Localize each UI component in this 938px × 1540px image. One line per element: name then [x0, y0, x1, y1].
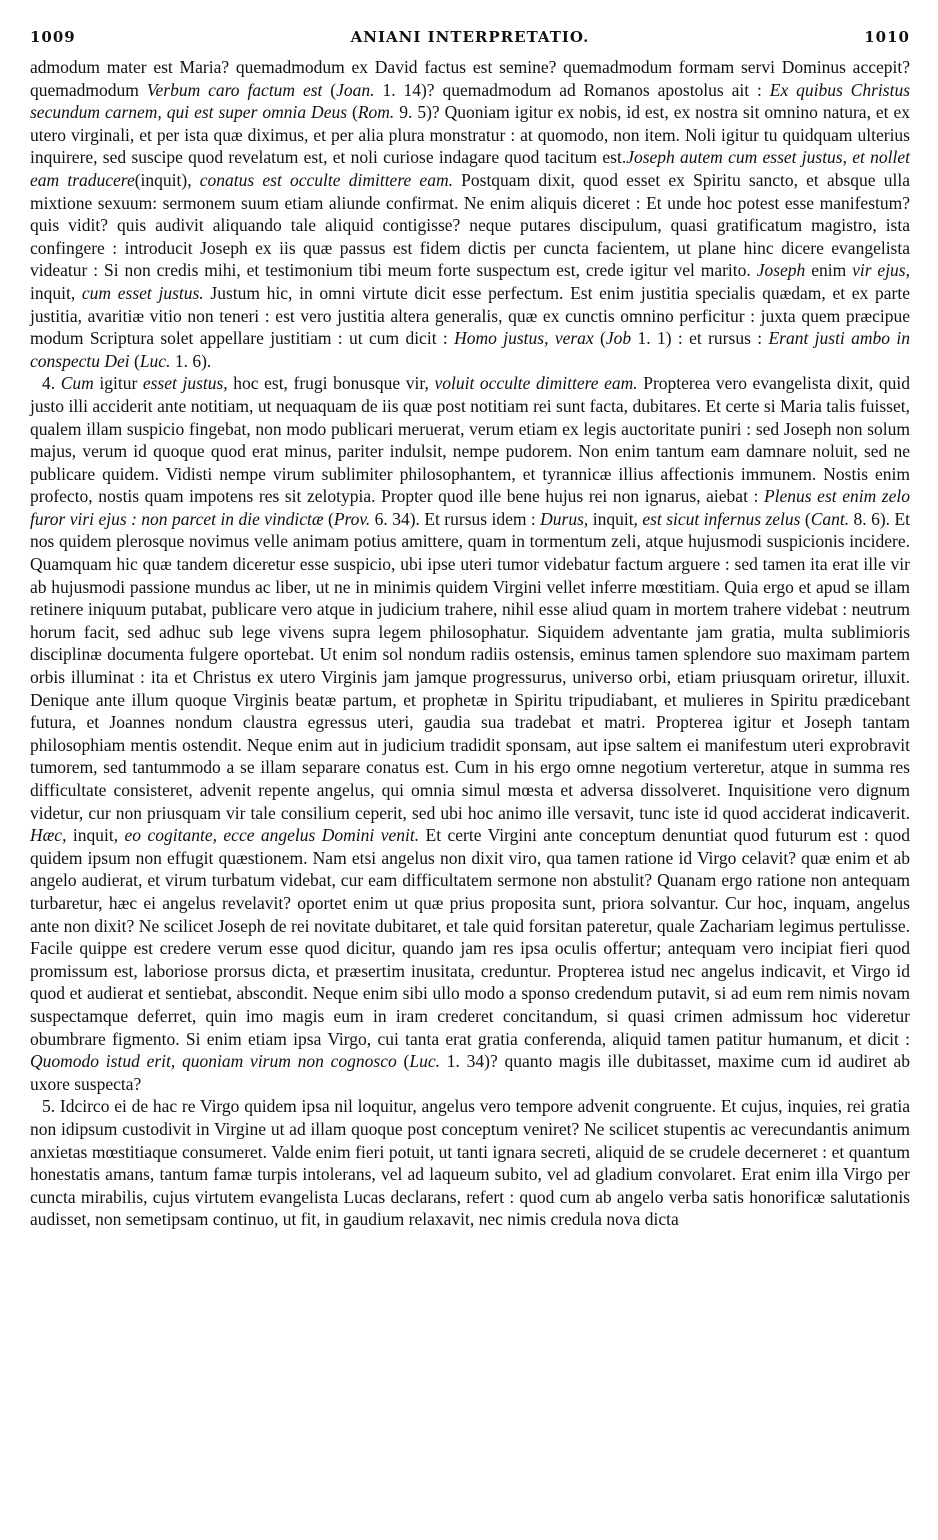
text-run: ( — [129, 350, 140, 371]
body-text — [30, 56, 910, 1231]
italic-text-run: Job — [605, 328, 632, 349]
text-run: 1. 1) : et rursus : — [631, 328, 769, 349]
right-page-number: 1010 — [864, 28, 910, 46]
text-run: (inquit), — [134, 169, 200, 190]
italic-text-run: Cant. — [810, 508, 850, 529]
italic-text-run: Quomodo istud erit, quoniam virum non cognosco — [30, 1051, 397, 1072]
italic-text-run: Cum — [60, 373, 94, 394]
paragraph — [30, 372, 910, 1095]
text-run: admodum mater est Maria? quemadmodum ex David factus est semine? quemadmodum formam servi Dominus accepit? quemadmodum — [30, 57, 910, 100]
left-page-number: 1009 — [30, 28, 76, 46]
text-run: 1. 6). — [170, 350, 212, 371]
text-run: inquit, — [66, 825, 125, 846]
text-run: ( — [396, 1051, 410, 1072]
text-run: igitur — [93, 373, 143, 394]
text-run: Postquam dixit, quod esset ex Spiritu sancto, et absque ulla mixtione sexuum: sermonem suum etiam aliunde confirmat. Ne enim aliquis diceret : Et unde hoc potest esse manifestum? quis vidit? quis audivit aliquando tale aliquid contigisse? neque putares discipulum, quasi gratificatum magistro, ista confingere : introducit Joseph ex iis quæ passus est fidem dictis per cuncta facientem, ut plane hinc dicere evangelista videatur : Si non credis mihi, et testimonium tibi meum forte suspectum est, crede igitur vel marito. — [30, 169, 910, 281]
text-run: 9. 5)? Quoniam igitur ex nobis, id est, ex nostra sit omnino natura, et ex utero virginali, et per ista quæ diximus, et per alia plura monstratur : at quomodo, non item. Noli igitur tu quidquam ulterius inquirere, sed suscipe quod revelatum est, et noli curiose indagare quod tacitum est. — [30, 102, 911, 168]
italic-text-run: cum esset justus. — [81, 282, 204, 303]
page-header — [30, 28, 910, 52]
italic-text-run: Homo justus, verax — [454, 328, 594, 349]
italic-text-run: Prov. — [333, 508, 371, 529]
text-run: Et certe Virgini ante conceptum denuntiat quod futurum est : quod quidem ipsum non effugit quæstionem. Nam etsi angelus non dixit viro, qua tamen ratione id Virgo celavit? quæ enim et ab angelo audierat, et virum turbatum videbat, cur eam difficultatem sermone non abstulit? Quanam ergo ratione non antequam turbaretur, hæc ei angelus revelavit? oportet enim ut quæ prius proposita sunt, priora solvantur. Cur hoc, inquam, angelus ante non dixit? Ne scilicet Joseph de rei novitate dubitaret, et tale quid forsitan pateretur, quale Zachariam legimus pertulisse. Facile quippe est credere verum esse quod dicitur, quando jam res ipsa oculis offertur; antequam vero incipiat fieri quod promissum est, laboriose prorsus dicta, et præsertim inusitata, creduntur. Propterea istud nec angelus indicavit, et Virgo id quod et audierat et sentiebat, abscondit. Neque enim sibi ullo modo a sponso credendum putavit, si ad eum rem nimis novam suspectamque deferret, quin imo magis eum in iram crederet concitandum, si quasi crimen admissum hoc videretur obumbrare figmento. Si enim etiam ipsa Virgo, cui tanta erat gratia conferenda, aliquid tamen patitur humanum, et dicit : — [30, 825, 911, 1049]
italic-text-run: eo cogitante, ecce angelus Domini venit. — [124, 825, 420, 846]
text-run: 6. 34). Et rursus idem : — [370, 508, 541, 529]
text-run: 5. Idcirco ei de hac re Virgo quidem ipsa nil loquitur, angelus vero tempore advenit congruente. Et cujus, inquies, rei gratia non idipsum custodivit in Virgine ut ad illam quoque post conceptum veniret? Ne scilicet stupentis ac verecundantis animum anxietas mœstitiaque consumeret. Valde enim fieri potuit, ut tanti ignara secreti, aliquid de se crudele decerneret : et quantum honestatis amans, tantum famæ turpis intolerans, vel ad laqueum subito, vel ad gladium convolaret. Erat enim illa Virgo per cuncta mirabilis, cujus virtutem evangelista Lucas declarans, refert : quod cum ab angelo verba satis honorificæ salutationis audisset, non semetipsam continuo, ut fit, in gaudium relaxavit, nec nimis credula nova dicta — [30, 1096, 910, 1230]
text-run: 4. — [42, 373, 61, 394]
text-run: ( — [593, 328, 606, 349]
italic-text-run: vir ejus, — [852, 260, 910, 281]
italic-text-run: Joseph — [756, 260, 806, 281]
book-page — [30, 28, 910, 1231]
italic-text-run: Erant justi ambo in conspectu Dei — [30, 328, 910, 371]
italic-text-run: Durus, — [540, 508, 589, 529]
text-run: 1. 14)? quemadmodum ad Romanos apostolus ait : — [374, 79, 770, 100]
text-run: inquit, — [588, 508, 643, 529]
text-run: ( — [322, 79, 337, 100]
italic-text-run: esset justus, — [142, 373, 228, 394]
paragraph — [30, 56, 910, 372]
italic-text-run: Verbum caro factum est — [146, 79, 323, 100]
italic-text-run: Ex quibus Christus secundum carnem, qui est super omnia Deus — [30, 79, 911, 123]
italic-text-run: voluit occulte dimittere eam. — [434, 373, 638, 394]
italic-text-run: Luc. — [409, 1051, 440, 1072]
italic-text-run: Joseph autem cum esset justus, et nollet eam traducere — [30, 147, 910, 190]
text-run: ( — [323, 508, 334, 529]
italic-text-run: Rom. — [357, 102, 395, 123]
text-run: inquit, — [30, 282, 82, 303]
italic-text-run: Luc. — [139, 350, 171, 371]
text-run: hoc est, frugi bonusque vir, — [227, 373, 435, 394]
italic-text-run: Plenus est enim zelo furor viri ejus : non parcet in die vindictæ — [30, 486, 910, 529]
italic-text-run: est sicut infernus zelus — [642, 508, 801, 529]
text-run: Propterea vero evangelista dixit, quid justo illi acciderit ante notitiam, ut nequaquam de iis quæ post notitiam rei sunt facta, dubitares. Et certe si Maria talis fuisset, qualem illam suspicio fingebat, non modo publicari meruerat, verum etiam ex legis auctoritate puniri : sed Joseph non solum majus, verum id quoque quod erat minus, pariter indulsit, nempe pudorem. Non enim tantum eam damnare noluit, sed ne publicare quidem. Vidisti nempe virum sublimiter philosophantem, et tyrannicæ illius affectionis immunem. Nostis enim profecto, nostis quam impotens res sit zelotypia. Propter quod ille bene hujus rei non ignarus, aiebat : — [30, 373, 910, 507]
text-run: Justum hic, in omni virtute dicit esse perfectum. Est enim justitia specialis quædam, et ex parte justitia, avaritiæ vitio non teneri : est vero justitia altera generalis, quæ ex cunctis omnino perficitur : juxta quem præcipue modum Scriptura solet appellare justitiam : ut cum dicit : — [30, 282, 910, 349]
italic-text-run: conatus est occulte dimittere eam. — [199, 169, 453, 190]
paragraph — [30, 1095, 910, 1231]
running-title: ANIANI INTERPRETATIO. — [350, 28, 590, 46]
text-run: 8. 6). Et nos quidem plerosque novimus velle animam potius amittere, quam in tormentum zeli, atque hujusmodi suspicionis incidere. Quamquam hic quæ tandem diceretur esse suspicio, ubi ipse uteri tumor videbatur factum arguere : sed tamen ita erat ille vir ab hujusmodi passione mundus ac liber, ut ne in minimis quidem Virgini vellet inferre mœstitiam. Quia ergo et apud se illam retinere iniquum putabat, publicare vero atque in judicium trahere, nihil esse aliud quam in mortem trahere videbat : neutrum horum facit, sed adhuc sub lege vivens supra legem philosophatur. Siquidem adventante jam gratia, multa sublimioris disciplinæ documenta fulgere oportebat. Ut enim sol nondum radiis ostensis, eminus tamen splendore suo maximam partem orbis illuminat : ita et Christus ex utero Virginis jam jamque progressurus, universo orbi, etiam priusquam oriretur, illuxit. Denique ante illum quoque Virginis beatæ partum, et prophetæ in Spiritu tripudiabant, et mulieres in Spiritu prædicebant futura, et Joannes nondum claustra egressus uteri, gaudia sua tradebat et matri. Propterea igitur et Joseph tantam philosophiam mentis ostendit. Neque enim aut in judicium tradidit sponsam, aut ipse saltem ei manifestum uteri exprobravit tumorem, sed tantummodo a se illam separare conatus est. Cum in his ergo omne negotium verteretur, atque in summa res difficultate consisteret, advenit repente angelus, qui omnia simul mœsta et adversa dissolveret. Inquisitione vero dignum videtur, cur non priusquam vir tale consilium ceperit, sed ubi hoc animo ille versavit, tunc iste id quod acciderat indicaverit. — [30, 508, 911, 823]
text-run: enim — [805, 260, 853, 281]
text-run: ( — [347, 102, 358, 123]
text-run: 1. 34)? quanto magis ille dubitasset, maxime cum id audiret ab uxore suspecta? — [30, 1051, 910, 1094]
italic-text-run: Joan. — [336, 79, 375, 100]
text-run: ( — [800, 508, 811, 529]
italic-text-run: Hæc, — [30, 825, 67, 846]
